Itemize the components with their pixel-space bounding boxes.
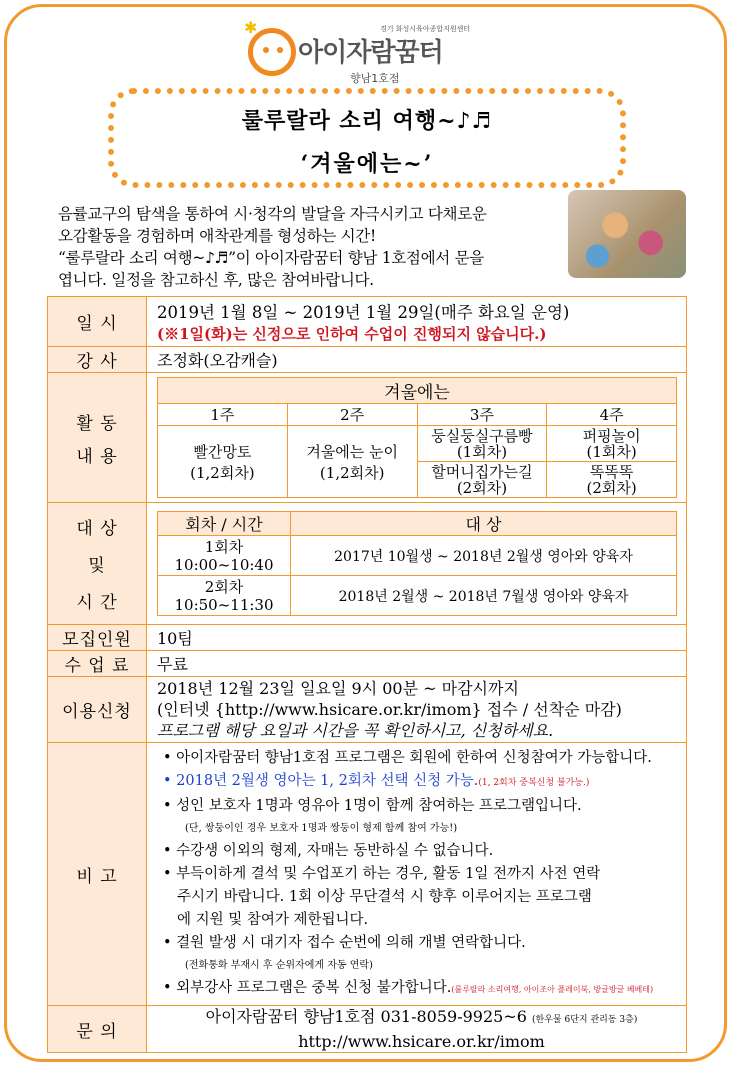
note-item: • 성인 보호자 1명과 영유아 1명이 함께 참여하는 프로그램입니다. [163,798,582,814]
info-table: 일 시 2019년 1월 8일 ~ 2019년 1월 29일(매주 화요일 운영) (※1일(화)는 신정으로 인하여 수업이 진행되지 않습니다.) 강 사 조정화(오감캐슬) 활 동 내 용 겨울에는 1주 2주 3주 4주 빨간망토 (1,2회차) 겨울에는 눈이 (1,2회차) 둥실둥실구름빵 (1회차) 퍼핑놀이 (1회차) 할머니집가는길 (2회차) 똑똑똑 (2회차) 대 상 및 시 간 회차 / 시간 대 상 1회차 10:00~10:40 2017년 10월생 ~ 2018년 2월생 영아와 양육자 2회차 10:50~11:30 2018년 2월생 ~ 2018년 7월생 영아와 양육자 모집인원 10팀 수 업 료 무료 이용신청 2018년 12월 23일 일요일 9시 00분 ~ 마감시까지 (인터넷 {http://www.hsicare.or.kr/imom} 접수 / 선착순 마감) 프로그램 해당 요일과 시간을 꼭 확인하시고, 신청하세요. 비 고 • 아이자람꿈터 향남1호점 프로그램은 회원에 한하여 신청참여가 가능합니다. • 2018년 2월생 영아는 1, 2회차 선택 신청 가능.(1, 2회차 중복신청 불가능.) • 성인 보호자 1명과 영유아 1명이 함께 참여하는 프로그램입니다. (단, 쌍둥이인 경우 보호자 1명과 쌍둥이 형제 함께 참여 가능!) • 수강생 이외의 형제, 자매는 동반하실 수 없습니다. • 부득이하게 결석 및 수업포기 하는 경우, 활동 1일 전까지 사전 연락 주시기 바랍니다. 1회 이상 무단결석 시 향후 이루어지는 프로그램 에 지원 및 참여가 제한됩니다. • 결원 발생 시 대기자 접수 순번에 의해 개별 연락합니다. (전화통화 부재시 후 순위자에게 자동 연락) • 외부강사 프로그램은 중복 신청 불가합니다.(룰루랄라 소리여행, 아이조아 플레이북, 방글방글 베베테) 문 의 아이자람꿈터 향남1호점 031-8059-9925~6 (한우물 6단지 관리동 3층) http://www.hsicare.or.kr/imom [47,296,687,1053]
star-icon: ✱ [244,18,258,37]
target-label: 대 상 [76,519,118,539]
capacity-label: 모집인원 [48,625,147,651]
session-1-target: 2017년 10월생 ~ 2018년 2월생 영아와 양육자 [291,536,677,576]
week-3: 3주 [417,404,547,426]
apply-period: 2018년 12월 23일 일요일 9시 00분 ~ 마감시까지 [157,679,519,698]
week-2-activity: 겨울에는 눈이 (1,2회차) [287,426,417,498]
note-item: • 2018년 2월생 영아는 1, 2회차 선택 신청 가능.(1, 2회차 중복신청 불가능.) [163,773,590,789]
program-title: 룰루랄라 소리 여행~♪♬ [241,108,493,134]
logo-org: 경기 화성시육아종합지원센터 [380,25,471,33]
title-box [108,88,626,188]
session-1-time: 1회차 10:00~10:40 [158,536,291,576]
logo [244,18,508,88]
note-sub: (전화통화 부재시 후 순위자에게 자동 연락) [185,960,373,971]
instructor-label: 강 사 [48,347,147,373]
week-3-activity-1: 둥실둥실구름빵 (1회차) [417,426,547,462]
intro-text [58,203,568,291]
week-4-activity-2: 똑똑똑 (2회차) [547,462,677,498]
note-sub: (단, 쌍둥이인 경우 보호자 1명과 쌍둥이 형제 함께 참여 가능!) [185,823,458,834]
target-col-session: 회차 / 시간 [158,512,291,536]
apply-label: 이용신청 [48,677,147,743]
schedule-date: 2019년 1월 8일 ~ 2019년 1월 29일(매주 화요일 운영) [157,303,570,322]
activity-header: 겨울에는 [158,378,677,404]
week-4: 4주 [547,404,677,426]
note-item: • 아이자람꿈터 향남1호점 프로그램은 회원에 한하여 신청참여가 가능합니다. [163,750,652,766]
intro-line: 엽니다. 일정을 참고하신 후, 많은 참여바랍니다. [58,271,374,289]
target-table [157,511,677,616]
logo-title: 아이자람꿈터 [298,38,443,68]
schedule-note: (※1일(화)는 신정으로 인하여 수업이 진행되지 않습니다.) [157,325,547,343]
program-subtitle: ‘겨울에는~’ [300,151,434,177]
session-2-target: 2018년 2월생 ~ 2018년 7월생 영아와 양육자 [291,576,677,616]
contact-url[interactable]: http://www.hsicare.or.kr/imom [298,1032,545,1051]
apply-reminder: 프로그램 해당 요일과 시간을 꼭 확인하시고, 신청하세요. [157,721,554,740]
instructor-value: 조정화(오감캐슬) [147,347,687,373]
note-item: • 부득이하게 결석 및 수업포기 하는 경우, 활동 1일 전까지 사전 연락 [163,866,601,882]
fee-label: 수 업 료 [48,651,147,677]
week-1-activity: 빨간망토 (1,2회차) [158,426,288,498]
activity-table [157,377,677,498]
contact-label: 문 의 [48,1006,147,1053]
smile-face-icon [248,28,296,76]
note-item: • 수강생 이외의 형제, 자매는 동반하실 수 없습니다. [163,843,494,859]
target-col-target: 대 상 [291,512,677,536]
intro-line: “룰루랄라 소리 여행~♪♬”이 아이자람꿈터 향남 1호점에서 문을 [58,249,484,267]
intro-line: 오감활동을 경험하며 애착관계를 형성하는 시간! [58,227,376,245]
activity-label: 활 동 [76,413,118,434]
capacity-value: 10팀 [147,625,687,651]
week-4-activity-1: 퍼핑놀이 (1회차) [547,426,677,462]
note-item: • 외부강사 프로그램은 중복 신청 불가합니다.(룰루랄라 소리여행, 아이조아 플레이북, 방글방글 베베테) [163,980,654,996]
apply-method: (인터넷 {http://www.hsicare.or.kr/imom} 접수 / 선착순 마감) [157,700,622,719]
notes-label: 비 고 [48,743,147,1006]
session-2-time: 2회차 10:50~11:30 [158,576,291,616]
note-item: • 결원 발생 시 대기자 접수 순번에 의해 개별 연락합니다. [163,935,526,951]
fee-value: 무료 [147,651,687,677]
week-1: 1주 [158,404,288,426]
schedule-label: 일 시 [48,297,147,347]
week-3-activity-2: 할머니집가는길 (2회차) [417,462,547,498]
notes-list: • 아이자람꿈터 향남1호점 프로그램은 회원에 한하여 신청참여가 가능합니다. • 2018년 2월생 영아는 1, 2회차 선택 신청 가능.(1, 2회차 중복신청 불가능.) • 성인 보호자 1명과 영유아 1명이 함께 참여하는 프로그램입니다. (단, 쌍둥이인 경우 보호자 1명과 쌍둥이 형제 함께 참여 가능!) • 수강생 이외의 형제, 자매는 동반하실 수 없습니다. • 부득이하게 결석 및 수업포기 하는 경우, 활동 1일 전까지 사전 연락 주시기 바랍니다. 1회 이상 무단결석 시 향후 이루어지는 프로그램 에 지원 및 참여가 제한됩니다. • 결원 발생 시 대기자 접수 순번에 의해 개별 연락합니다. (전화통화 부재시 후 순위자에게 자동 연락) • 외부강사 프로그램은 중복 신청 불가합니다.(룰루랄라 소리여행, 아이조아 플레이북, 방글방글 베베테) [157,743,686,1005]
intro-line: 음률교구의 탐색을 통하여 시·청각의 발달을 자극시키고 다채로운 [58,205,487,223]
logo-branch: 향남1호점 [350,72,400,85]
activity-photo [568,190,686,278]
week-2: 2주 [287,404,417,426]
contact-phone: 아이자람꿈터 향남1호점 031-8059-9925~6 (한우물 6단지 관리동 3층) [205,1007,638,1026]
